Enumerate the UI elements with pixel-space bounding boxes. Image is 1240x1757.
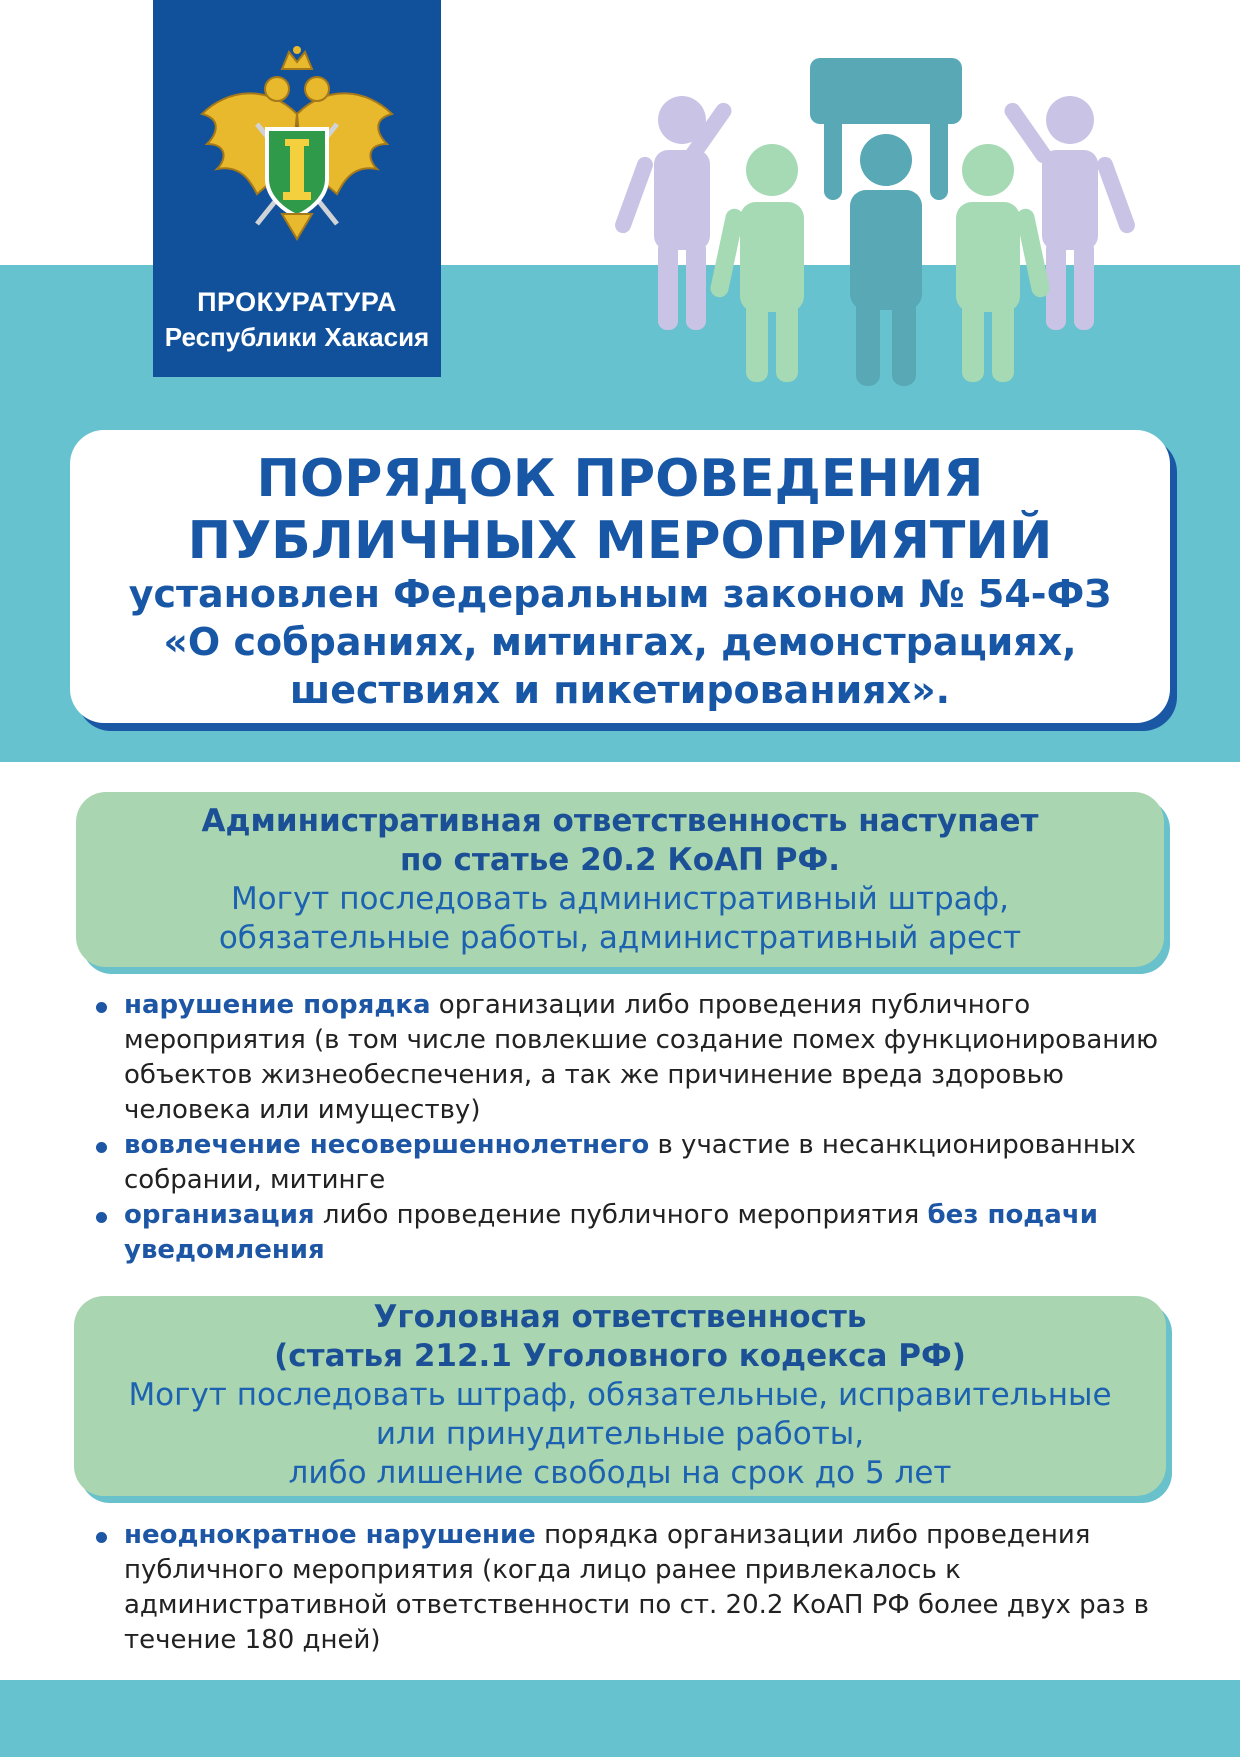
item-highlight: нарушение порядка: [124, 990, 431, 1020]
title-line-1: ПОРЯДОК ПРОВЕДЕНИЯ: [256, 449, 984, 509]
admin-text-1: Могут последовать административный штраф,: [230, 881, 1010, 917]
item-highlight: организация: [124, 1200, 315, 1230]
criminal-violations-list: [92, 1518, 1167, 1658]
list-item: [92, 1518, 1167, 1658]
admin-text-2: обязательные работы, административный арест: [218, 920, 1022, 956]
criminal-heading-2: (статья 212.1 Уголовного кодекса РФ): [274, 1338, 966, 1374]
admin-heading-2: по статье 20.2 КоАП РФ.: [399, 842, 841, 878]
people-protest-illustration-icon: [600, 40, 1160, 390]
page-subtitle: [70, 570, 1170, 714]
item-text: в участие в несанкционированных собрании, митинге: [124, 1130, 1136, 1195]
prosecutor-logo-panel: [153, 0, 441, 377]
double-headed-eagle-emblem-icon: [197, 44, 397, 244]
list-item: [92, 1128, 1167, 1198]
list-item: [92, 1198, 1167, 1268]
criminal-heading-1: Уголовная ответственность: [373, 1299, 867, 1335]
administrative-violations-list: [92, 988, 1167, 1268]
title-card: [70, 430, 1170, 723]
logo-subtitle: Республики Хакасия: [164, 322, 430, 352]
list-item: [92, 988, 1167, 1128]
item-text: либо проведение публичного мероприятия: [314, 1200, 928, 1230]
bottom-background-band: [0, 1680, 1240, 1757]
administrative-liability-box: [76, 792, 1164, 967]
criminal-liability-box: [74, 1296, 1166, 1496]
subtitle-line-3: шествиях и пикетированиях».: [289, 668, 951, 712]
item-highlight-2: без подачи уведомления: [124, 1200, 1098, 1265]
item-text: порядка организации либо проведения публичного мероприятия (когда лицо ранее привлекалось к административной ответственности по ст. 20.2 КоАП РФ более двух раз в течение 180 дней): [124, 1520, 1150, 1655]
logo-title: ПРОКУРАТУРА: [197, 287, 397, 317]
admin-heading-1: Административная ответственность наступает: [201, 803, 1039, 839]
item-highlight: неоднократное нарушение: [124, 1520, 536, 1550]
title-line-2: ПУБЛИЧНЫХ МЕРОПРИЯТИЙ: [187, 511, 1053, 571]
subtitle-line-2: «О собраниях, митингах, демонстрациях,: [163, 620, 1077, 664]
criminal-text-2: или принудительные работы,: [375, 1416, 865, 1452]
page-title: [70, 448, 1170, 572]
subtitle-line-1: установлен Федеральным законом № 54-ФЗ: [128, 572, 1112, 616]
criminal-text-1: Могут последовать штраф, обязательные, исправительные: [128, 1377, 1112, 1413]
criminal-text-3: либо лишение свободы на срок до 5 лет: [288, 1455, 952, 1491]
item-text: организации либо проведения публичного мероприятия (в том числе повлекшие создание помех функционированию объектов жизнеобеспечения, а так же причинение вреда здоровью человека или имуществу): [124, 990, 1159, 1125]
item-highlight: вовлечение несовершеннолетнего: [124, 1130, 650, 1160]
